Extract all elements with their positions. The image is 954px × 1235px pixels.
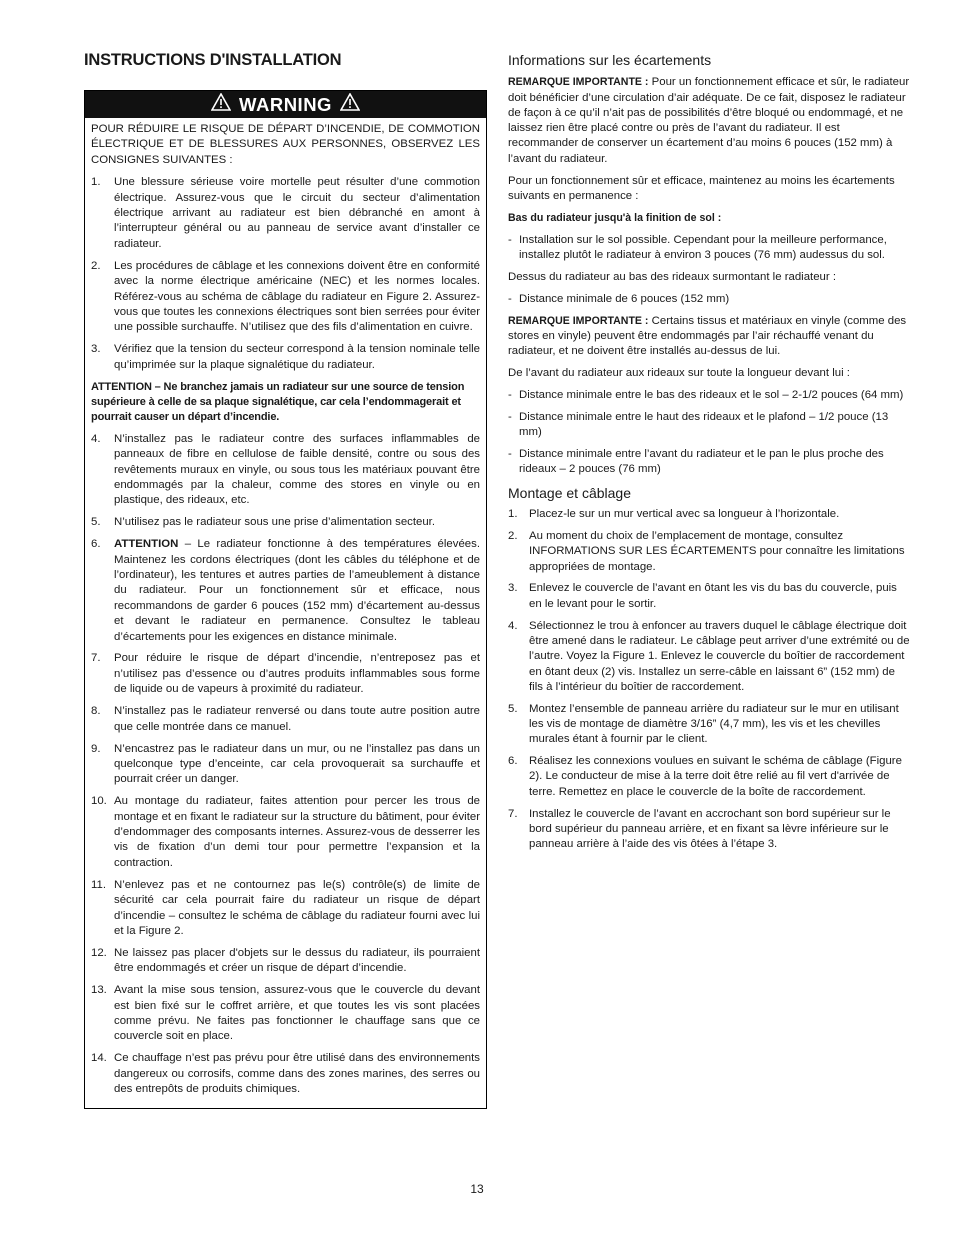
item-number: 2. <box>508 529 518 542</box>
important-remark-2 <box>508 314 911 360</box>
item-number: 1. <box>91 176 101 189</box>
list-item <box>91 515 480 530</box>
item-text: Distance minimale entre le bas des rideaux et le sol – 2-1/2 pouces (64 mm) <box>519 389 904 402</box>
item-number: 7. <box>91 652 101 665</box>
mount-list <box>508 507 911 853</box>
item-text: Sélectionnez le trou à enfoncer au travers duquel le câblage électrique doit être amené dans le radiateur. Le câblage peut arriver d’une extrémité ou de l’autre. Voyez la Figure 1. Enlevez le couvercle du boîtier de raccordement en ôtant deux (2) vis. Installez un serre-câble en laissant 6” (152 mm) de fils à l’intérieur du boîtier de raccordement. <box>529 619 910 693</box>
front-list <box>508 388 911 478</box>
list-item <box>508 292 911 307</box>
item-text: Montez l’ensemble de panneau arrière du radiateur sur le mur en utilisant les vis de montage de diamètre 3/16” (4,7 mm), les vis et les chevilles murales étant à fournir par le client. <box>529 702 899 746</box>
mount-title: Montage et câblage <box>508 484 631 501</box>
item-number: 13. <box>91 984 107 997</box>
item-text: Enlevez le couvercle de l’avant en ôtant les vis du bas du couvercle, puis en le levant pour le sortir. <box>529 582 897 610</box>
item-text: Pour réduire le risque de départ d’incendie, n’entreposez pas et n’utilisez pas d’essence ou d’autres produits inflammables sous forme de liquide ou de vapeurs à proximité du radiateur. <box>114 652 480 696</box>
dash: - <box>508 448 512 461</box>
item-number: 5. <box>508 702 518 715</box>
item-text: Les procédures de câblage et les connexions doivent être en conformité avec la norme électrique américaine (NEC) et les normes locales. Référez-vous au schéma de câblage du radiateur en Figure 2. Assurez-vous que toutes les connexions électriques sont bien serrées pour éviter une possible surchauffe. N’utilisez que des fils d’alimentation en cuivre. <box>114 259 480 334</box>
item-number: 12. <box>91 946 107 959</box>
floor-list <box>508 233 911 264</box>
item-text: N’utilisez pas le radiateur sous une prise d’alimentation secteur. <box>114 516 436 529</box>
item-text: Au montage du radiateur, faites attention pour percer les trous de montage et en fixant le radiateur sur la structure du bâtiment, pour éviter d’endommager des composants internes. Assurez-vous de desserrer les vis de fixation d’un demi tour pour permettre l’expansion et la contraction. <box>114 795 480 869</box>
warning-header <box>85 91 486 118</box>
remark-text: Certains tissus et matériaux en vinyle (comme des stores en vinyle) peuvent être endommagés par l’air réchauffé venant du radiateur, et ne doivent être installés au-dessus de lui. <box>508 314 907 358</box>
item-text: Ce chauffage n’est pas prévu pour être utilisé dans des environnements dangereux ou corrosifs, comme dans des zones marines, des serres ou des entrepôts de produits chimiques. <box>114 1052 480 1096</box>
item-text: Distance minimale entre le haut des rideaux et le plafond – 1/2 pouce (13 mm) <box>519 410 889 439</box>
section-title: INSTRUCTIONS D'INSTALLATION <box>84 51 342 69</box>
item-text: Placez-le sur un mur vertical avec sa longueur à l’horizontale. <box>529 508 840 521</box>
remark-label: REMARQUE IMPORTANTE : <box>508 314 649 327</box>
item-number: 10. <box>91 795 107 808</box>
item-number: 3. <box>91 343 101 356</box>
remark-text: Pour un fonctionnement efficace et sûr, le radiateur doit bénéficier d’une circulation d’air adéquate. De ce fait, disposez le radiateur de façon à ce qu’il n’ait pas de possibilités d’être bloqué ou endommagé, et ne laissez rien être placé contre ou près de l’avant du radiateur. Il est recommander de conserver un écartement d’au moins 6 pouces (152 mm) à l’avant du radiateur. <box>508 76 910 165</box>
item-number: 5. <box>91 516 101 529</box>
curtains-above-list <box>508 292 911 307</box>
item-text: Distance minimale de 6 pouces (152 mm) <box>519 292 730 305</box>
list-item <box>91 537 480 645</box>
warning-triangle-icon <box>340 93 360 116</box>
warning-box <box>84 90 487 1109</box>
page-number: 13 <box>470 1182 484 1196</box>
clearances-title: Informations sur les écartements <box>508 52 712 68</box>
item-text: Une blessure sérieuse voire mortelle peut résulter d’une commotion électrique. Assurez-vous que le circuit du secteur d’alimentation électrique arrivant au radiateur est bien débranché en amont à l’interrupteur général ou au panneau de service avant d’installer ce radiateur. <box>114 176 480 250</box>
item-number: 8. <box>91 705 101 718</box>
paragraph: Pour un fonctionnement sûr et efficace, maintenez au moins les écartements suivants en permanence : <box>508 174 895 202</box>
list-item <box>91 704 480 735</box>
floor-heading: Bas du radiateur jusqu'à la finition de sol : <box>508 211 722 224</box>
list-item <box>91 175 480 252</box>
item-number: 11. <box>91 878 106 891</box>
list-item <box>91 651 480 697</box>
list-item <box>91 878 480 940</box>
item-text: Au moment du choix de l’emplacement de montage, consultez INFORMATIONS SUR LES ÉCARTEMENTS pour connaître les limitations appropriées de montage. <box>529 529 905 573</box>
list-item <box>508 233 911 264</box>
warning-list-a <box>91 175 480 373</box>
list-item <box>508 702 911 748</box>
paragraph: Dessus du radiateur au bas des rideaux surmontant le radiateur : <box>508 270 836 283</box>
item-text: Vérifiez que la tension du secteur correspond à la tension nominale telle qu’imprimée sur la plaque signalétique du radiateur. <box>114 343 480 371</box>
warning-body <box>85 118 486 1108</box>
warning-list-b <box>91 432 480 1098</box>
item-number: 1. <box>508 508 518 521</box>
item-number: 4. <box>91 432 101 445</box>
list-item <box>91 259 480 336</box>
item-number: 4. <box>508 619 518 632</box>
important-remark-1 <box>508 75 911 167</box>
item-text: Installez le couvercle de l’avant en accrochant son bord supérieur sur le bord supérieur du panneau arrière, et en fixant sa lèvre inférieure sur le panneau arrière à l’aide des vis ôtées à l’étape 3. <box>529 807 891 851</box>
dash: - <box>508 233 512 246</box>
dash: - <box>508 292 512 305</box>
item-text: N’enlevez pas et ne contournez pas le(s) contrôle(s) de limite de sécurité car cela pourrait faire du radiateur un risque de départ d’incendie – consultez le schéma de câblage du radiateur fourni avec lui et la Figure 2. <box>114 878 480 937</box>
list-item <box>91 946 480 977</box>
left-column <box>84 50 487 1109</box>
item-number: 14. <box>91 1052 107 1065</box>
list-item <box>91 1051 480 1097</box>
list-item <box>508 388 911 403</box>
item-number: 3. <box>508 582 518 595</box>
item-number: 6. <box>508 755 518 768</box>
attention-label: ATTENTION <box>114 538 179 551</box>
list-item <box>91 983 480 1045</box>
list-item <box>91 342 480 373</box>
item-text: Réalisez les connexions voulues en suivant le schéma de câblage (Figure 2). Le conducteur de mise à la terre doit être relié au fil vert d'arrivée de terre. Remettez en place le couvercle de la boîte de raccordement. <box>529 755 902 798</box>
item-text: N’installez pas le radiateur renversé ou dans toute autre position autre que celle montrée dans ce manuel. <box>114 705 480 733</box>
item-text: Ne laissez pas placer d'objets sur le dessus du radiateur, ils pourraient être endommagés et créer un risque de départ d’incendie. <box>114 946 480 975</box>
list-item <box>91 742 480 788</box>
item-number: 9. <box>91 742 101 755</box>
list-item <box>508 619 911 695</box>
list-item <box>91 794 480 871</box>
item-text <box>114 537 480 645</box>
list-item <box>508 447 911 478</box>
list-item <box>508 410 911 441</box>
attention-note: ATTENTION – Ne branchez jamais un radiateur sur une source de tension supérieure à celle de sa plaque signalétique, car cela l’endommagerait et pourrait causer un départ d’incendie. <box>91 380 465 423</box>
remark-label: REMARQUE IMPORTANTE : <box>508 76 649 89</box>
warning-intro: POUR RÉDUIRE LE RISQUE DE DÉPART D’INCENDIE, DE COMMOTION ÉLECTRIQUE ET DE BLESSURES AUX PERSONNES, OBSERVEZ LES CONSIGNES SUIVANTES : <box>91 123 480 166</box>
list-item <box>508 754 911 800</box>
item-number: 6. <box>91 538 101 551</box>
paragraph: De l’avant du radiateur aux rideaux sur toute la longueur devant lui : <box>508 367 850 380</box>
list-item <box>508 529 911 575</box>
dash: - <box>508 410 512 423</box>
item-text: N’installez pas le radiateur contre des surfaces inflammables de panneaux de fibre en cellulose de faible densité, contre ou sous des revêtements muraux en vinyle, ou sous tous les matériaux pouvant être endommagés par la chaleur, comme des stores en vinyle ou en plastique, des rideaux, etc. <box>114 432 480 507</box>
warning-triangle-icon <box>211 93 231 116</box>
item-text: Distance minimale entre l’avant du radiateur et le pan le plus proche des rideaux – 2 pouces (76 mm) <box>519 448 884 476</box>
right-column <box>508 50 911 859</box>
dash: - <box>508 389 512 402</box>
list-item <box>91 432 480 509</box>
list-item <box>508 507 911 522</box>
warning-label: WARNING <box>239 93 332 115</box>
attention-text: – Le radiateur fonctionne à des températures élevées. Maintenez les cordons électriques (dont les câbles du téléphone et de l’ordinateur), les tentures et autres parties de l’ameublement à distance du radiateur. Pour un fonctionnement sûr et efficace, nous recommandons de garder 6 pouces (152 mm) d’écartement au-dessus et devant le radiateur en permanence. Consultez le tableau d’écartements pour les exigences en distance minimale. <box>114 538 480 643</box>
item-number: 2. <box>91 259 101 272</box>
item-text: N’encastrez pas le radiateur dans un mur, ou ne l’installez pas dans un quelconque type d’enceinte, car cela provoquerait sa surchauffe et pourrait créer un danger. <box>114 742 480 786</box>
list-item <box>508 581 911 612</box>
list-item <box>508 807 911 853</box>
item-text: Avant la mise sous tension, assurez-vous que le couvercle du devant est bien fixé sur le coffret arrière, et que toutes les vis sont placées comme prévu. Ne faites pas fonctionner le chauffage sans que ce couvercle soit en place. <box>114 984 480 1043</box>
item-text: Installation sur le sol possible. Cependant pour la meilleure performance, installez plutôt le radiateur à environ 3 pouces (76 mm) audessus du sol. <box>519 233 887 262</box>
item-number: 7. <box>508 807 518 820</box>
